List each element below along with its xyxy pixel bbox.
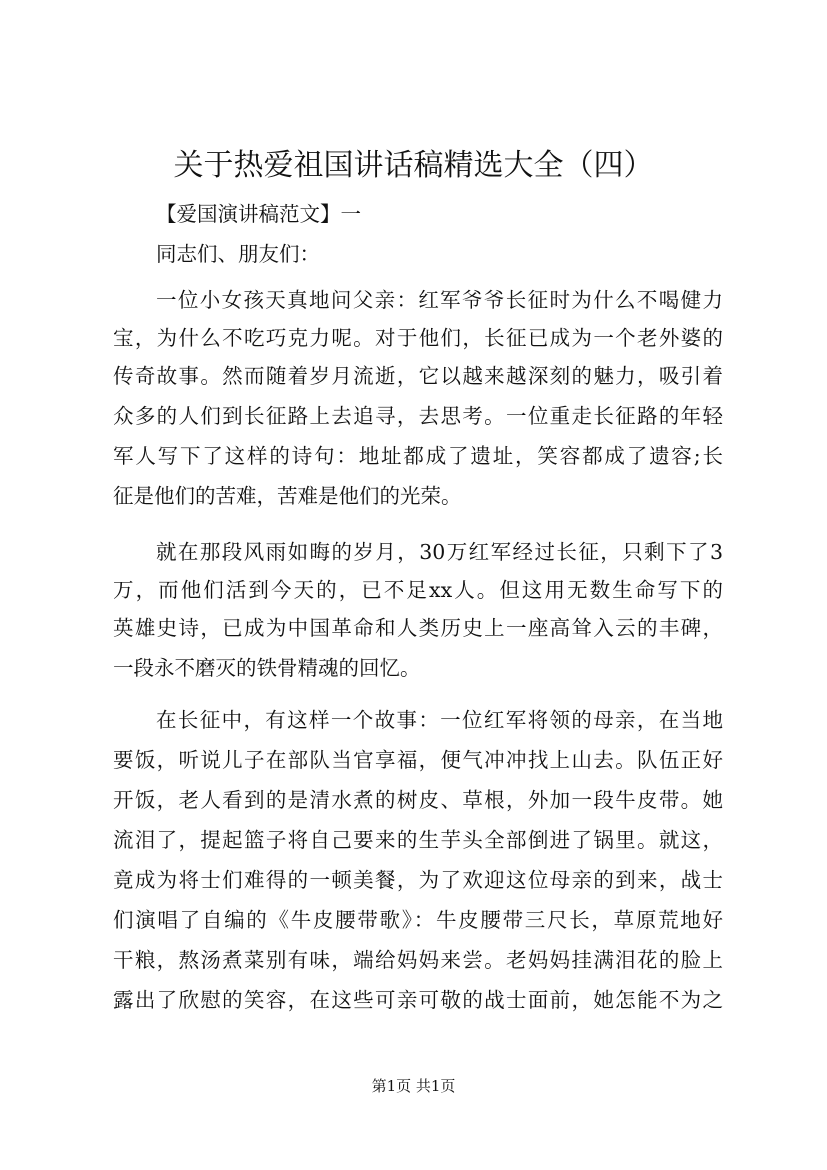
text-line: 众多的人们到长征路上去追寻，去思考。一位重走长征路的年轻 bbox=[113, 404, 723, 428]
section-heading: 【爱国演讲稿范文】一 bbox=[156, 202, 361, 226]
text-line: 万，而他们活到今天的，已不足xx人。但这用无数生命写下的 bbox=[113, 578, 723, 602]
text-line: 英雄史诗，已成为中国革命和人类历史上一座高耸入云的丰碑， bbox=[113, 616, 723, 640]
text-line: 竟成为将士们难得的一顿美餐，为了欢迎这位母亲的到来，战士 bbox=[113, 868, 723, 892]
text-line: 流泪了，提起篮子将自己要来的生芋头全部倒进了锅里。就这， bbox=[113, 828, 723, 852]
document-title: 关于热爱祖国讲话稿精选大全（四） bbox=[173, 148, 654, 183]
text-line: 就在那段风雨如晦的岁月，30万红军经过长征，只剩下了3 bbox=[156, 540, 723, 564]
text-line: 宝，为什么不吃巧克力呢。对于他们，长征已成为一个老外婆的 bbox=[113, 326, 723, 350]
text-line: 一段永不磨灭的铁骨精魂的回忆。 bbox=[113, 656, 421, 680]
text-line: 们演唱了自编的《牛皮腰带歌》：牛皮腰带三尺长，草原荒地好 bbox=[113, 908, 723, 932]
text-line: 一位小女孩天真地问父亲：红军爷爷长征时为什么不喝健力 bbox=[156, 288, 723, 312]
text-line: 在长征中，有这样一个故事：一位红军将领的母亲，在当地 bbox=[156, 708, 723, 732]
page-number-footer: 第1页 共1页 bbox=[371, 1077, 456, 1095]
text-line: 露出了欣慰的笑容，在这些可亲可敬的战士面前，她怎能不为之 bbox=[113, 988, 723, 1012]
salutation: 同志们、朋友们： bbox=[156, 242, 320, 266]
text-line: 开饭，老人看到的是清水煮的树皮、草根，外加一段牛皮带。她 bbox=[113, 788, 723, 812]
text-line: 传奇故事。然而随着岁月流逝，它以越来越深刻的魅力，吸引着 bbox=[113, 364, 723, 388]
text-line: 军人写下了这样的诗句：地址都成了遗址，笑容都成了遗容;长 bbox=[113, 444, 723, 468]
text-line: 征是他们的苦难，苦难是他们的光荣。 bbox=[113, 484, 462, 508]
text-line: 要饭，听说儿子在部队当官享福，便气冲冲找上山去。队伍正好 bbox=[113, 748, 723, 772]
text-line: 干粮，熬汤煮菜别有味，端给妈妈来尝。老妈妈挂满泪花的脸上 bbox=[113, 948, 723, 972]
